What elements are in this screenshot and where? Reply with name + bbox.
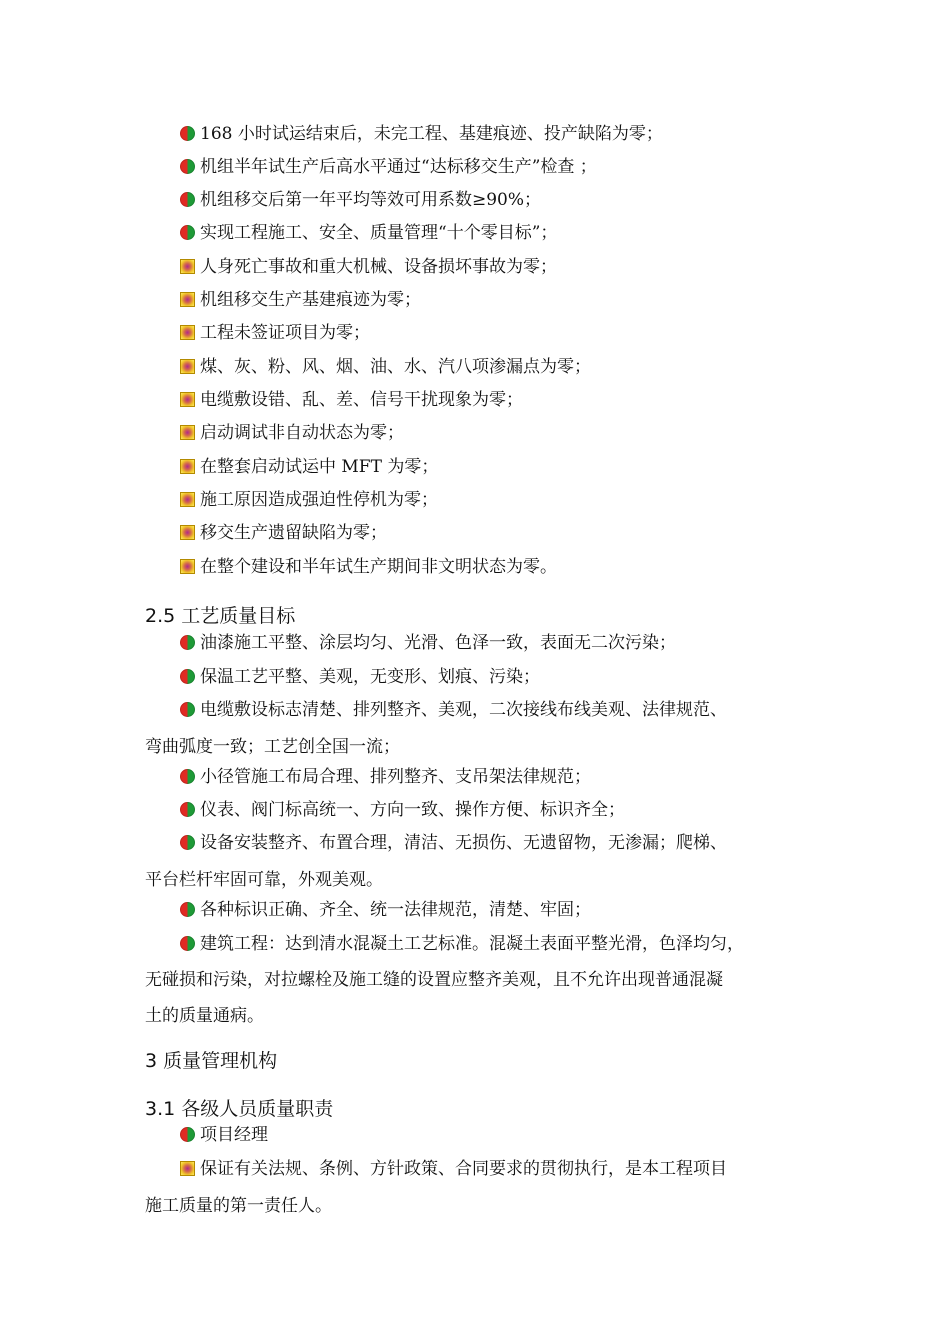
section-heading: 2.5 工艺质量目标 — [145, 605, 296, 627]
list-item-text: 煤、灰、粉、风、烟、油、水、汽八项渗漏点为零； — [200, 357, 591, 377]
paragraph-continuation: 弯曲弧度一致；工艺创全国一流； — [145, 737, 400, 757]
list-item — [180, 932, 744, 956]
list-item — [180, 122, 663, 146]
list-item-text: 人身死亡事故和重大机械、设备损坏事故为零； — [200, 257, 557, 277]
list-item-text: 电缆敷设标志清楚、排列整齐、美观，二次接线布线美观、法律规范、 — [200, 700, 727, 720]
circle-bullet-icon — [180, 769, 195, 784]
list-item — [180, 831, 727, 855]
circle-bullet-icon — [180, 225, 195, 240]
list-item-text: 设备安装整齐、布置合理，清洁、无损伤、无遗留物，无渗漏；爬梯、 — [200, 833, 727, 853]
list-item-text: 各种标识正确、齐全、统一法律规范，清楚、牢固； — [200, 900, 591, 920]
list-item — [180, 155, 597, 179]
list-item-text: 在整个建设和半年试生产期间非文明状态为零。 — [200, 557, 557, 577]
list-item — [180, 321, 370, 345]
square-bullet-icon — [180, 525, 195, 540]
list-item — [180, 765, 591, 789]
list-item — [180, 665, 540, 689]
paragraph-continuation: 平台栏杆牢固可靠，外观美观。 — [145, 870, 383, 890]
list-item — [180, 1123, 268, 1147]
list-item — [180, 631, 676, 655]
list-item-text: 施工原因造成强迫性停机为零； — [200, 490, 438, 510]
list-item — [180, 1157, 727, 1181]
list-item-text: 保温工艺平整、美观，无变形、划痕、污染； — [200, 667, 540, 687]
paragraph-continuation: 施工质量的第一责任人。 — [145, 1196, 332, 1216]
list-item — [180, 388, 523, 412]
list-item — [180, 798, 625, 822]
square-bullet-icon — [180, 292, 195, 307]
list-item-text: 机组移交后第一年平均等效可用系数≥90%； — [200, 190, 542, 210]
list-item — [180, 488, 438, 512]
circle-bullet-icon — [180, 192, 195, 207]
list-item-text: 电缆敷设错、乱、差、信号干扰现象为零； — [200, 390, 523, 410]
list-item-text: 机组半年试生产后高水平通过“达标移交生产”检查 ； — [200, 157, 597, 177]
square-bullet-icon — [180, 392, 195, 407]
list-item-text: 油漆施工平整、涂层均匀、光滑、色泽一致，表面无二次污染； — [200, 633, 676, 653]
list-item-text: 机组移交生产基建痕迹为零； — [200, 290, 421, 310]
circle-bullet-icon — [180, 702, 195, 717]
list-item-text: 启动调试非自动状态为零； — [200, 423, 404, 443]
list-item — [180, 555, 557, 579]
list-item-text: 移交生产遗留缺陷为零； — [200, 523, 387, 543]
list-item-text: 168 小时试运结束后，未完工程、基建痕迹、投产缺陷为零； — [200, 124, 663, 144]
section-heading: 3.1 各级人员质量职责 — [145, 1098, 334, 1120]
square-bullet-icon — [180, 1161, 195, 1176]
list-item — [180, 698, 727, 722]
list-item — [180, 255, 557, 279]
circle-bullet-icon — [180, 835, 195, 850]
paragraph-continuation: 无碰损和污染，对拉螺栓及施工缝的设置应整齐美观，且不允许出现普通混凝 — [145, 970, 723, 990]
square-bullet-icon — [180, 492, 195, 507]
section-heading: 3 质量管理机构 — [145, 1050, 278, 1072]
circle-bullet-icon — [180, 669, 195, 684]
square-bullet-icon — [180, 359, 195, 374]
list-item — [180, 221, 557, 245]
circle-bullet-icon — [180, 126, 195, 141]
list-item — [180, 421, 404, 445]
circle-bullet-icon — [180, 902, 195, 917]
list-item — [180, 521, 387, 545]
list-item-text: 工程未签证项目为零； — [200, 323, 370, 343]
list-item-text: 在整套启动试运中 MFT 为零； — [200, 457, 439, 477]
square-bullet-icon — [180, 325, 195, 340]
square-bullet-icon — [180, 425, 195, 440]
list-item — [180, 455, 438, 479]
list-item-text: 项目经理 — [200, 1125, 268, 1145]
list-item — [180, 188, 541, 212]
list-item-text: 保证有关法规、条例、方针政策、合同要求的贯彻执行，是本工程项目 — [200, 1159, 727, 1179]
list-item-text: 仪表、阀门标高统一、方向一致、操作方便、标识齐全； — [200, 800, 625, 820]
list-item — [180, 898, 591, 922]
square-bullet-icon — [180, 559, 195, 574]
list-item — [180, 355, 591, 379]
circle-bullet-icon — [180, 1127, 195, 1142]
circle-bullet-icon — [180, 159, 195, 174]
paragraph-continuation: 土的质量通病。 — [145, 1006, 264, 1026]
circle-bullet-icon — [180, 635, 195, 650]
circle-bullet-icon — [180, 936, 195, 951]
list-item — [180, 288, 421, 312]
list-item-text: 实现工程施工、安全、质量管理“十个零目标”； — [200, 223, 558, 243]
square-bullet-icon — [180, 459, 195, 474]
circle-bullet-icon — [180, 802, 195, 817]
list-item-text: 小径管施工布局合理、排列整齐、支吊架法律规范； — [200, 767, 591, 787]
list-item-text: 建筑工程：达到清水混凝土工艺标准。混凝土表面平整光滑，色泽均匀， — [200, 934, 744, 954]
square-bullet-icon — [180, 259, 195, 274]
